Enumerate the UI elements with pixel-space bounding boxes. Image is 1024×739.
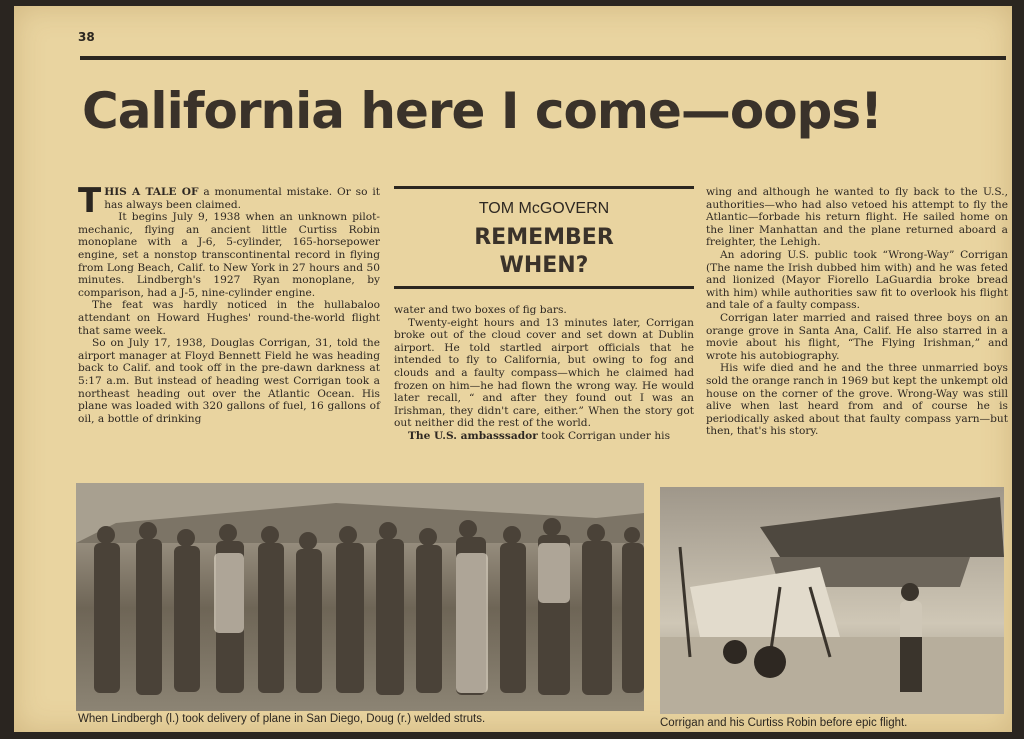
paragraph: Corrigan later married and raised three boys on an orange grove in Santa Ana, Calif. He also starred in a movie about his flight, “The Flying Irishman,” and wrote his autobiography. — [706, 311, 1008, 362]
plane-photo-illustration — [660, 487, 1004, 714]
article-column-3 — [706, 186, 1008, 438]
column-title-line-1: REMEMBER — [474, 225, 614, 250]
group-photo — [76, 483, 644, 711]
paragraph-text: a monumental mistake. Or so it has always been claimed. — [104, 186, 380, 211]
paragraph: The feat was hardly noticed in the hullabaloo attendant on Howard Hughes' round-the-world flight that same week. — [78, 299, 380, 337]
article-column-2 — [394, 304, 694, 443]
bold-lead: The U.S. ambasssador — [408, 429, 538, 442]
plane-photo — [660, 487, 1004, 714]
photo-caption-1: When Lindbergh (l.) took delivery of plane in San Diego, Doug (r.) welded struts. — [78, 713, 486, 725]
box-rule-bottom — [394, 286, 694, 289]
page-number: 38 — [78, 30, 95, 44]
paragraph: Twenty-eight hours and 13 minutes later, Corrigan broke out of the cloud cover and set down at Dublin airport. He told startled airport officials that he intended to fly to California, but owing to fog and clouds and a faulty compass—which he claimed had frozen on him—he had flown the wrong way. He would later recall, “ and after they found out I was an Irishman, they didn't care, either.” When the story got out neither did the rest of the world. — [394, 316, 694, 430]
column-title — [394, 224, 694, 280]
byline: TOM McGOVERN — [478, 200, 610, 217]
headline: California here I come—oops! — [82, 82, 882, 140]
column-header-box — [394, 186, 694, 292]
lead-in: HIS A TALE OF — [104, 186, 199, 198]
paragraph: So on July 17, 1938, Douglas Corrigan, 31, told the airport manager at Floyd Bennett Field he was heading back to Calif. and took off in the pre-dawn darkness at 5:17 a.m. But instead of heading west Corrigan took a northeast heading out over the Atlantic Ocean. His plane was loaded with 320 gallons of fuel, 16 gallons of oil, a bottle of drinking — [78, 337, 380, 425]
paragraph: wing and although he wanted to fly back to the U.S., authorities—who had also vetoed his attempt to fly the Atlantic—forbade his return flight. He sailed home on the liner Manhattan and the plane returned aboard a freighter, the Lehigh. — [706, 186, 1008, 249]
group-photo-illustration — [76, 483, 644, 711]
article-column-1 — [78, 181, 380, 425]
column-title-line-2: WHEN? — [499, 253, 589, 278]
paragraph-text: took Corrigan under his — [537, 429, 671, 442]
paragraph — [394, 430, 694, 443]
box-rule-top — [394, 186, 694, 189]
drop-cap: T — [78, 181, 102, 221]
paragraph: It begins July 9, 1938 when an unknown pilot-mechanic, flying an ancient little Curtiss Robin monoplane with a J-6, 5-cylinder, 165-horsepower engine, set a nonstop transcontinental record in flying from Long Beach, Calif. to New York in 27 hours and 50 minutes. Lindbergh's 1927 Ryan monoplane, by comparison, had a J-5, nine-cylinder engine. — [78, 211, 380, 299]
top-rule — [80, 56, 1006, 60]
paragraph: water and two boxes of fig bars. — [394, 304, 567, 316]
paragraph: His wife died and he and the three unmarried boys sold the orange ranch in 1969 but kept the unkempt old house on the corner of the grove. Wrong-Way was still alive when last heard from and of course he is periodically asked about that faulty compass yarn—but then, that's his story. — [706, 362, 1008, 438]
photo-caption-2: Corrigan and his Curtiss Robin before epic flight. — [660, 717, 908, 729]
paragraph — [78, 181, 380, 221]
paragraph: An adoring U.S. public took “Wrong-Way” Corrigan (The name the Irish dubbed him with) and he was feted and lionized (Mayor Fiorello LaGuardia broke bread with him) while authorities saw fit to overlook his flight and tale of a faulty compass. — [706, 248, 1008, 312]
